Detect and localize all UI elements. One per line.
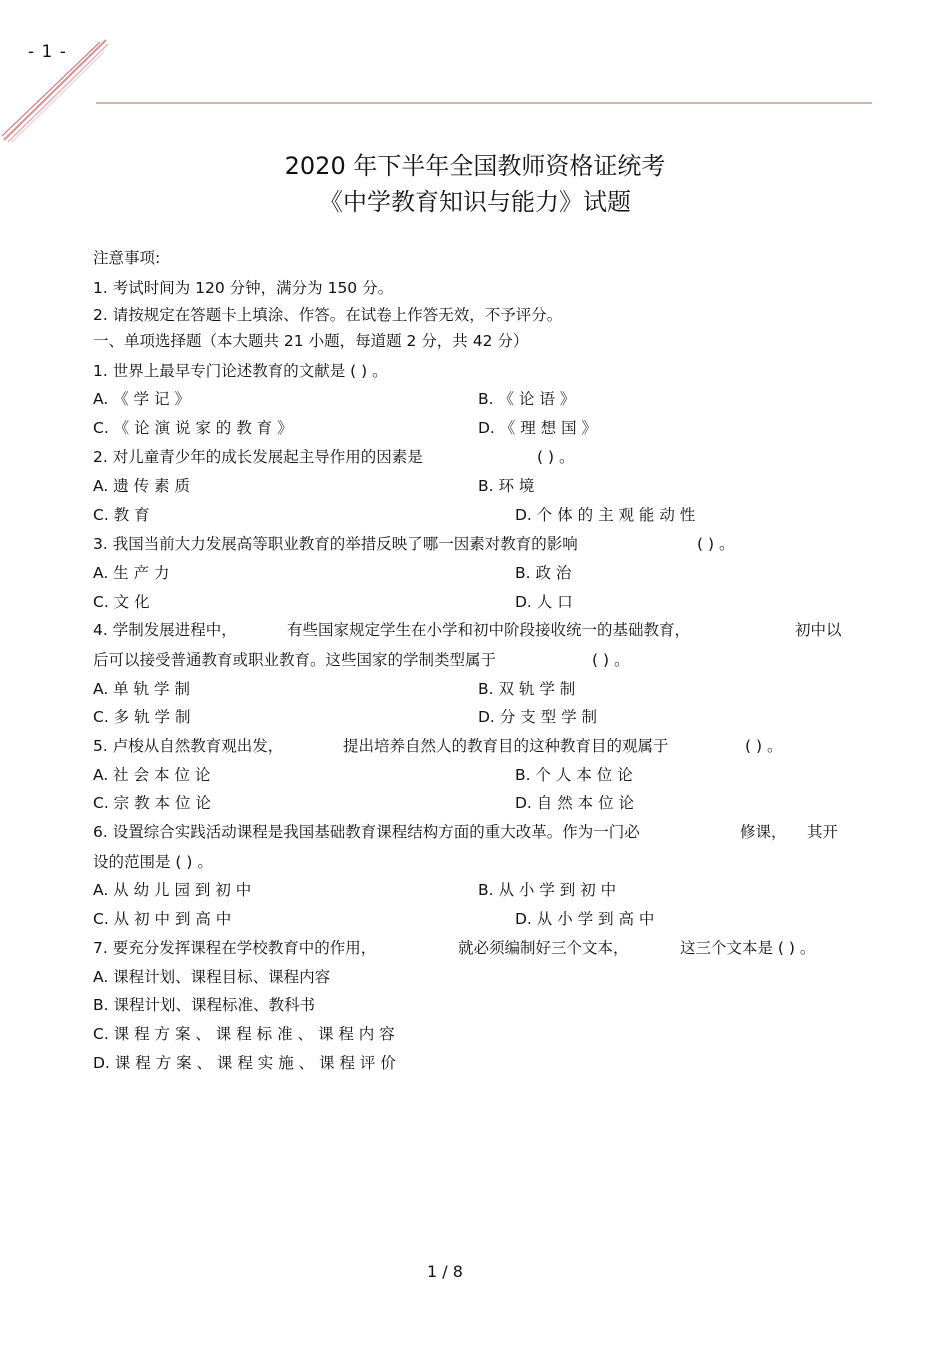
option-1b: B. 《 论 语 》 <box>478 390 576 408</box>
option-7c: C. 课 程 方 案 、 课 程 标 准 、 课 程 内 容 <box>93 1025 395 1043</box>
option-4a: A. 单 轨 学 制 <box>93 680 190 698</box>
question-4-blank: ( ) 。 <box>592 651 630 669</box>
option-1a: A. 《 学 记 》 <box>93 390 190 408</box>
option-7b: B. 课程计划、课程标准、教科书 <box>93 996 315 1014</box>
title-line-2: 《中学教育知识与能力》试题 <box>319 188 631 216</box>
page-counter: 1 / 8 <box>427 1262 463 1281</box>
question-7-part-3: 这三个文本是 ( ) 。 <box>680 939 816 957</box>
question-1: 1. 世界上最早专门论述教育的文献是 ( ) 。 <box>93 362 388 380</box>
option-6a: A. 从 幼 儿 园 到 初 中 <box>93 881 252 899</box>
option-5b: B. 个 人 本 位 论 <box>515 766 633 784</box>
page-mark: - 1 - <box>28 42 67 62</box>
question-7-part-2: 就必须编制好三个文本， <box>458 939 629 957</box>
option-7d: D. 课 程 方 案 、 课 程 实 施 、 课 程 评 价 <box>93 1054 396 1072</box>
option-3c: C. 文 化 <box>93 593 150 611</box>
question-6-part-3: 其开 <box>807 823 839 841</box>
option-6d: D. 从 小 学 到 高 中 <box>515 910 655 928</box>
question-4-part-1: 4. 学制发展进程中， <box>93 621 237 639</box>
option-4d: D. 分 支 型 学 制 <box>478 708 597 726</box>
question-2: 2. 对儿童青少年的成长发展起主导作用的因素是 <box>93 448 423 466</box>
question-7-part-1: 7. 要充分发挥课程在学校教育中的作用， <box>93 939 377 957</box>
option-5a: A. 社 会 本 位 论 <box>93 766 211 784</box>
question-6-part-2: 修课， <box>740 823 787 841</box>
title-line-1: 2020 年下半年全国教师资格证统考 <box>284 152 666 180</box>
header-rule <box>96 102 872 104</box>
question-4-part-3: 初中以 <box>795 621 842 639</box>
option-4b: B. 双 轨 学 制 <box>478 680 576 698</box>
option-2a: A. 遗 传 素 质 <box>93 477 190 495</box>
option-2b: B. 环 境 <box>478 477 535 495</box>
section-heading: 一、单项选择题（本大题共 21 小题，每道题 2 分，共 42 分） <box>93 332 529 350</box>
question-2-blank: ( ) 。 <box>537 448 575 466</box>
option-3b: B. 政 治 <box>515 564 572 582</box>
option-6b: B. 从 小 学 到 初 中 <box>478 881 617 899</box>
notice-item-2: 2. 请按规定在答题卡上填涂、作答。在试卷上作答无效，不予评分。 <box>93 306 563 324</box>
notice-item-1: 1. 考试时间为 120 分钟，满分为 150 分。 <box>93 279 394 297</box>
option-2c: C. 教 育 <box>93 506 150 524</box>
option-5d: D. 自 然 本 位 论 <box>515 794 634 812</box>
option-3d: D. 人 口 <box>515 593 573 611</box>
question-4-part-2: 有些国家规定学生在小学和初中阶段接收统一的基础教育， <box>287 621 691 639</box>
option-3a: A. 生 产 力 <box>93 564 170 582</box>
notice-heading: 注意事项: <box>93 249 161 267</box>
question-6-part-1: 6. 设置综合实践活动课程是我国基础教育课程结构方面的重大改革。作为一门必 <box>93 823 640 841</box>
question-6-part-4: 设的范围是 ( ) 。 <box>93 853 213 871</box>
question-3: 3. 我国当前大力发展高等职业教育的举措反映了哪一因素对教育的影响 <box>93 535 578 553</box>
corner-decoration <box>0 36 120 148</box>
question-5-part-2: 提出培养自然人的教育目的这种教育目的观属于 <box>343 737 669 755</box>
question-5-part-1: 5. 卢梭从自然教育观出发， <box>93 737 284 755</box>
option-7a: A. 课程计划、课程目标、课程内容 <box>93 968 331 986</box>
option-1d: D. 《 理 想 国 》 <box>478 419 597 437</box>
option-5c: C. 宗 教 本 位 论 <box>93 794 211 812</box>
option-4c: C. 多 轨 学 制 <box>93 708 191 726</box>
option-2d: D. 个 体 的 主 观 能 动 性 <box>515 506 696 524</box>
option-1c: C. 《 论 演 说 家 的 教 育 》 <box>93 419 293 437</box>
option-6c: C. 从 初 中 到 高 中 <box>93 910 232 928</box>
question-4-part-4: 后可以接受普通教育或职业教育。这些国家的学制类型属于 <box>93 651 497 669</box>
question-5-blank: ( ) 。 <box>745 737 783 755</box>
question-3-blank: ( ) 。 <box>697 535 735 553</box>
